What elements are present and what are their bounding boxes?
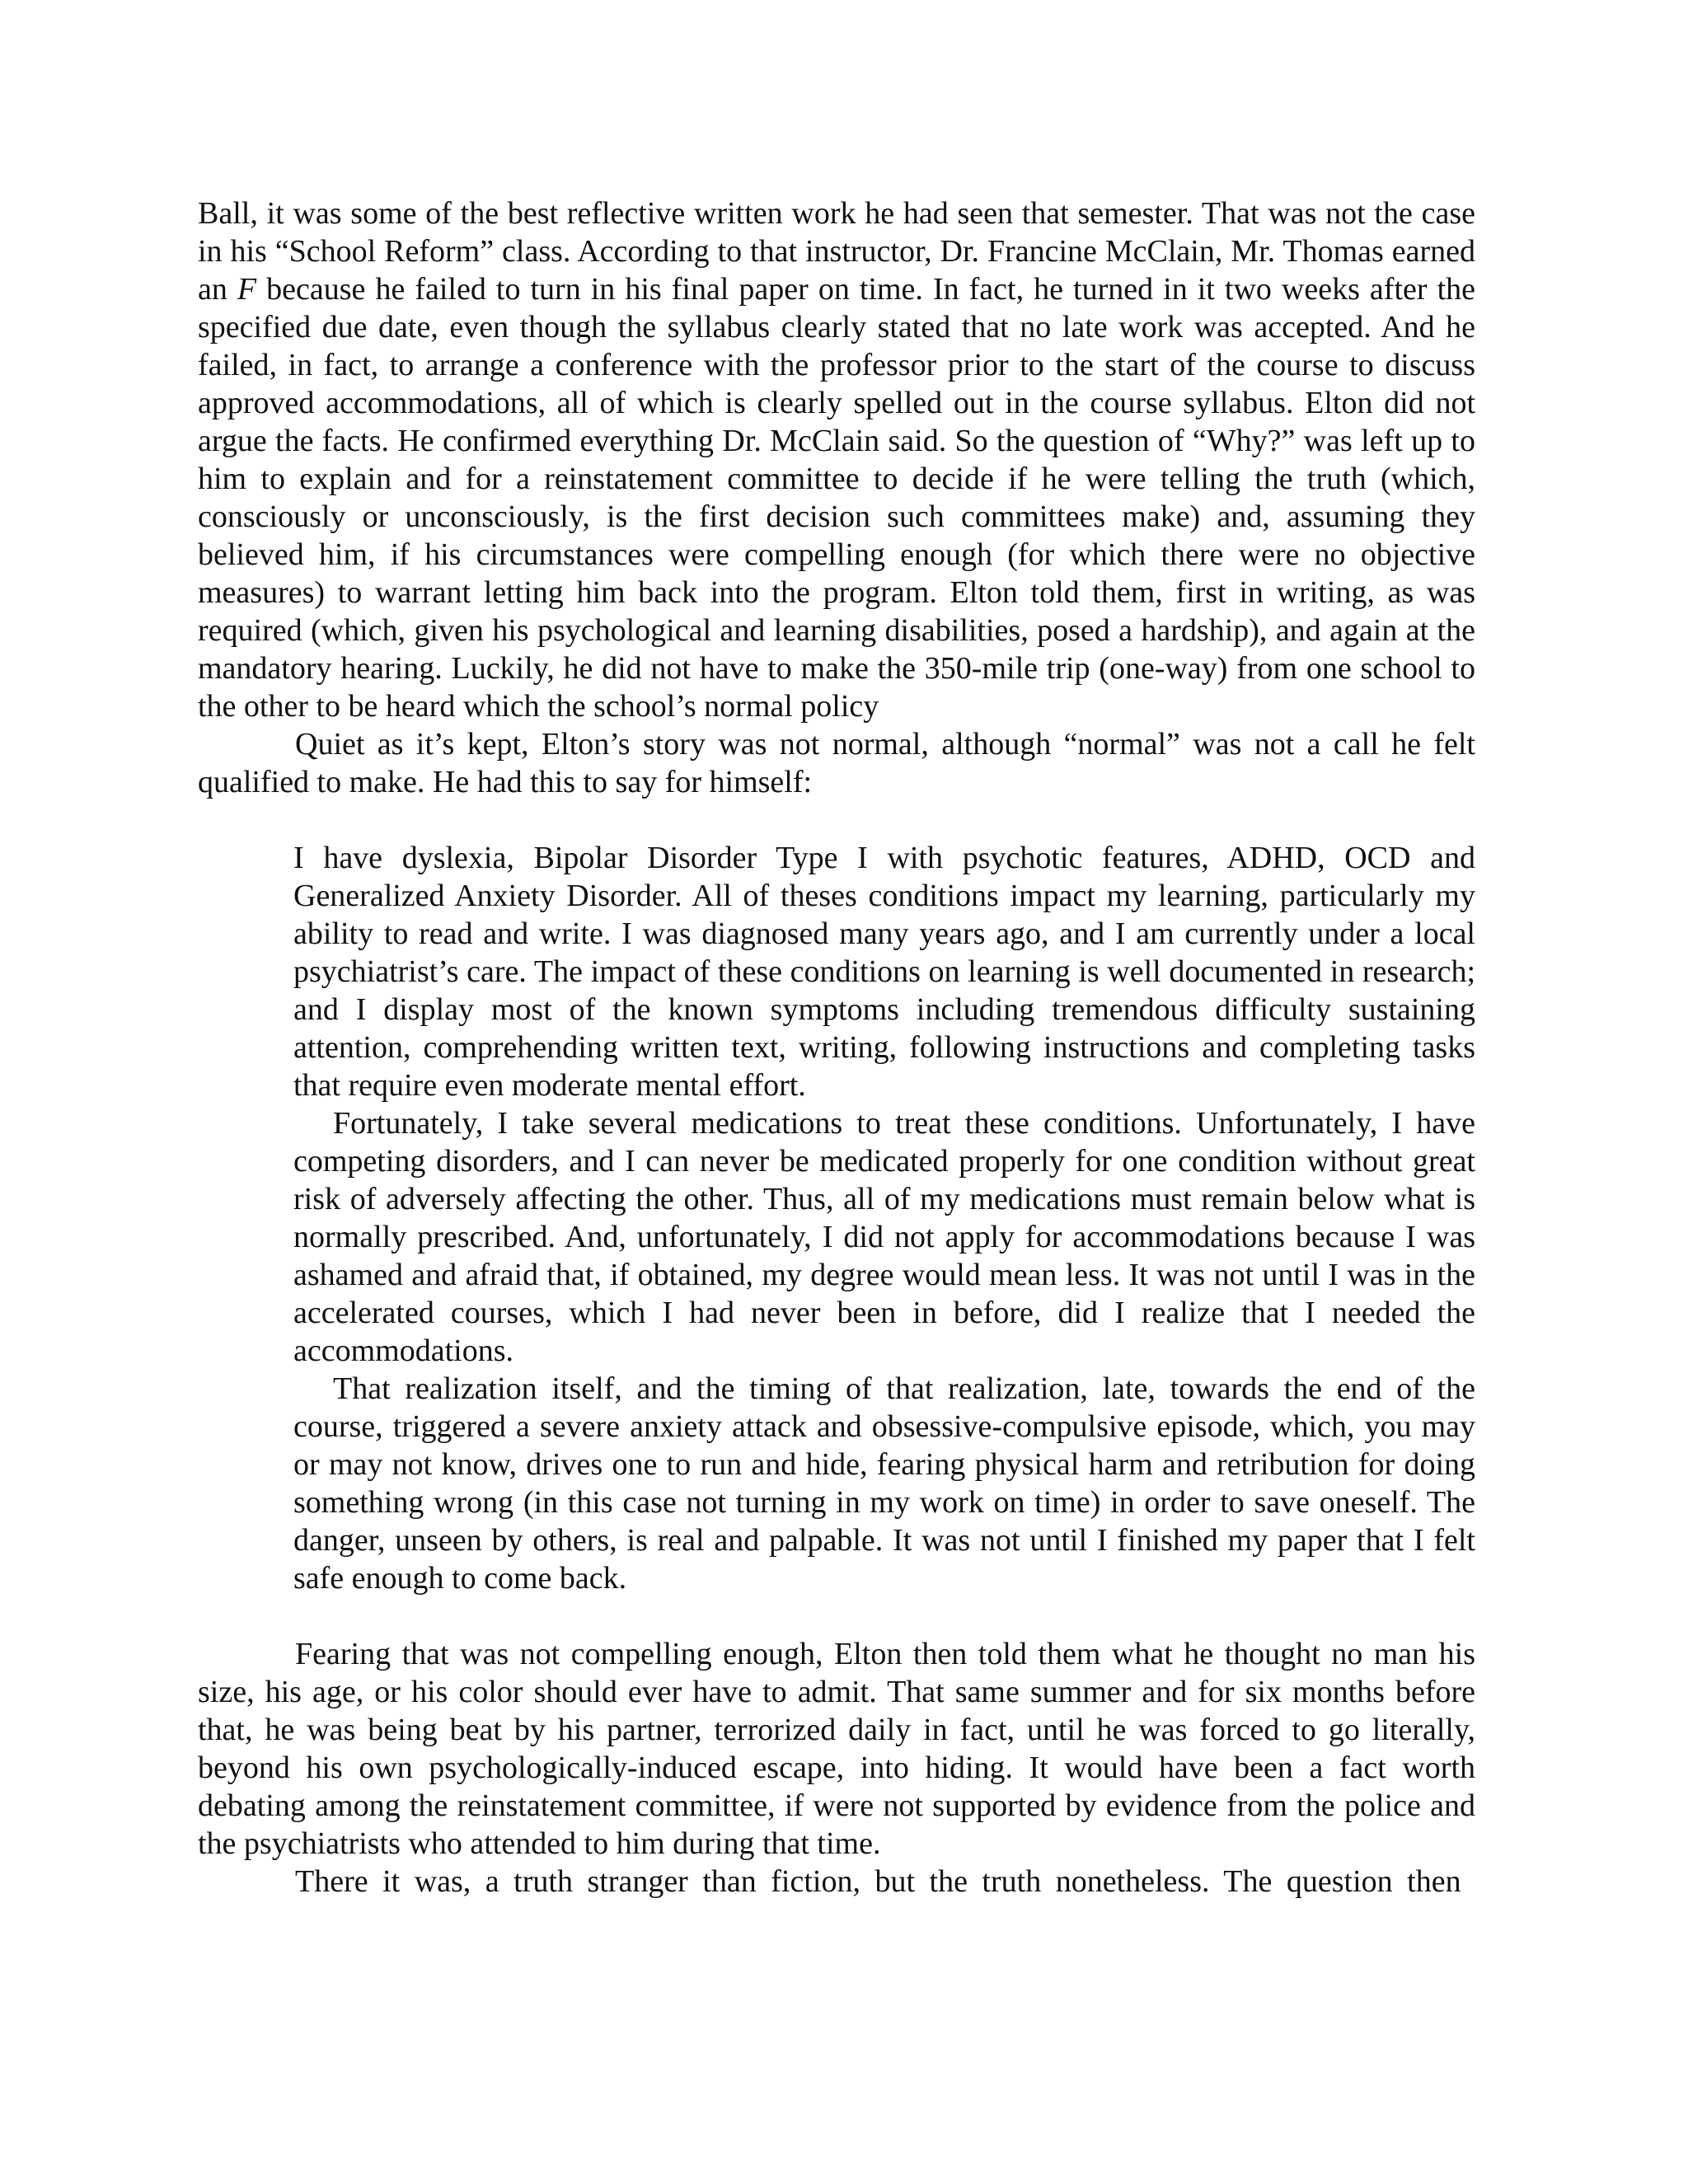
paragraph-case-summary-part-1: Ball, it was some of the best reflective written work he had seen that semester. That was not the case in his “School Reform” class. According to that instructor, Dr. Francine McClain, Mr. Thomas earned an — [198, 196, 1475, 307]
paragraph-case-summary — [198, 194, 1475, 725]
quote-paragraph-realization: That realization itself, and the timing of that realization, late, towards the end of the course, triggered a severe anxiety attack and obsessive-compulsive episode, which, you may or may not know, drives one to run and hide, fearing physical harm and retribution for doing something wrong (in this case not turning in my work on time) in order to save oneself. The danger, unseen by others, is real and palpable. It was not until I finished my paper that I felt safe enough to come back. — [293, 1371, 1475, 1596]
quote-paragraph-medications: Fortunately, I take several medications to treat these conditions. Unfortunately, I have competing disorders, and I can never be medicated properly for one condition without great risk of adversely affecting the other. Thus, all of my medications must remain below what is normally prescribed. And, unfortunately, I did not apply for accommodations because I was ashamed and afraid that, if obtained, my degree would mean less. It was not until I was in the accelerated courses, which I had never been in before, did I realize that I needed the accommodations. — [293, 1106, 1475, 1368]
document-body — [198, 194, 1475, 1900]
grade-letter: F — [237, 272, 257, 307]
paragraph-compelling-enough: Fearing that was not compelling enough, Elton then told them what he thought no man his size, his age, or his color should ever have to admit. That same summer and for six months before that, he was being beat by his partner, terrorized daily in fact, until he was forced to go literally, beyond his own psychologically-induced escape, into hiding. It would have been a fact worth debating among the reinstatement committee, if were not supported by evidence from the police and the psychiatrists who attended to him during that time. — [198, 1637, 1475, 1861]
paragraph-case-summary-part-2: because he failed to turn in his final paper on time. In fact, he turned in it two weeks after the specified due date, even though the syllabus clearly stated that no late work was accepted. And he failed, in fact, to arrange a conference with the professor prior to the start of the course to discuss approved accommodations, all of which is clearly spelled out in the course syllabus. Elton did not argue the facts. He confirmed everything Dr. McClain said. So the question of “Why?” was left up to him to explain and for a reinstatement committee to decide if he were telling the truth (which, consciously or unconsciously, is the first decision such committees make) and, assuming they believed him, if his circumstances were compelling enough (for which there were no objective measures) to warrant letting him back into the program. Elton told them, first in writing, as was required (which, given his psychological and learning disabilities, posed a hardship), and again at the mandatory hearing. Luckily, he did not have to make the 350-mile trip (one-way) from one school to the other to be heard which the school’s normal policy — [198, 272, 1475, 724]
block-quote — [293, 839, 1475, 1597]
quote-paragraph-diagnosis: I have dyslexia, Bipolar Disorder Type I with psychotic features, ADHD, OCD and Generalized Anxiety Disorder. All of theses conditions impact my learning, particularly my ability to read and write. I was diagnosed many years ago, and I am currently under a local psychiatrist’s care. The impact of these conditions on learning is well documented in research; and I display most of the known symptoms including tremendous difficulty sustaining attention, comprehending written text, writing, following instructions and completing tasks that require even moderate mental effort. — [293, 841, 1475, 1103]
paragraph-quiet-as-kept: Quiet as it’s kept, Elton’s story was not normal, although “normal” was not a call he felt qualified to make. He had this to say for himself: — [198, 727, 1475, 799]
paragraph-truth-stranger: There it was, a truth stranger than fiction, but the truth nonetheless. The question then — [295, 1864, 1461, 1899]
